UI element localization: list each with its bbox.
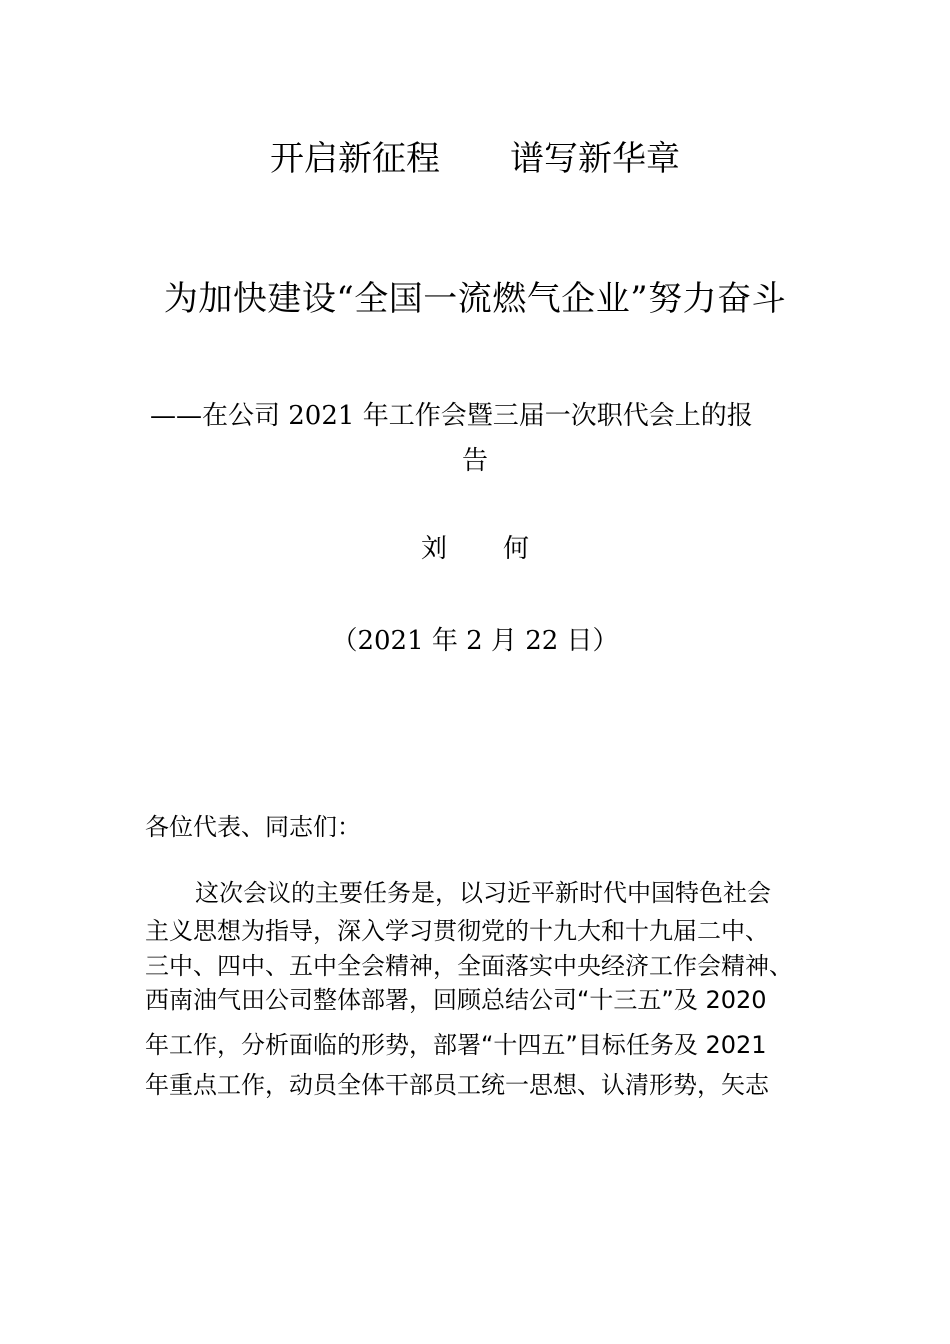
subtitle-line-1: ——在公司 2021 年工作会暨三届一次职代会上的报 (150, 401, 753, 431)
subtitle-line-2: 告 (461, 446, 488, 476)
body-line: 这次会议的主要任务是，以习近平新时代中国特色社会 (195, 879, 771, 907)
title-part-1: 开启新征程 (270, 139, 440, 179)
main-title-line (0, 139, 950, 179)
title-part-2: 谱写新华章 (510, 139, 680, 179)
main-title-second-line: 为加快建设“全国一流燃气企业”努力奋斗 (163, 279, 787, 319)
body-line: 年工作，分析面临的形势，部署“十四五”目标任务及 2021 (145, 1031, 767, 1059)
report-date: （2021 年 2 月 22 日） (331, 626, 619, 656)
salutation: 各位代表、同志们： (145, 813, 361, 841)
body-line: 主义思想为指导，深入学习贯彻党的十九大和十九届二中、 (145, 917, 769, 945)
body-line: 西南油气田公司整体部署，回顾总结公司“十三五”及 2020 (145, 986, 767, 1014)
body-line: 年重点工作，动员全体干部员工统一思想、认清形势，矢志 (145, 1071, 769, 1099)
author-part-1: 刘 (420, 534, 447, 564)
body-line: 三中、四中、五中全会精神，全面落实中央经济工作会精神、 (145, 952, 793, 980)
author-name (0, 536, 950, 562)
author-part-2: 何 (503, 534, 530, 564)
